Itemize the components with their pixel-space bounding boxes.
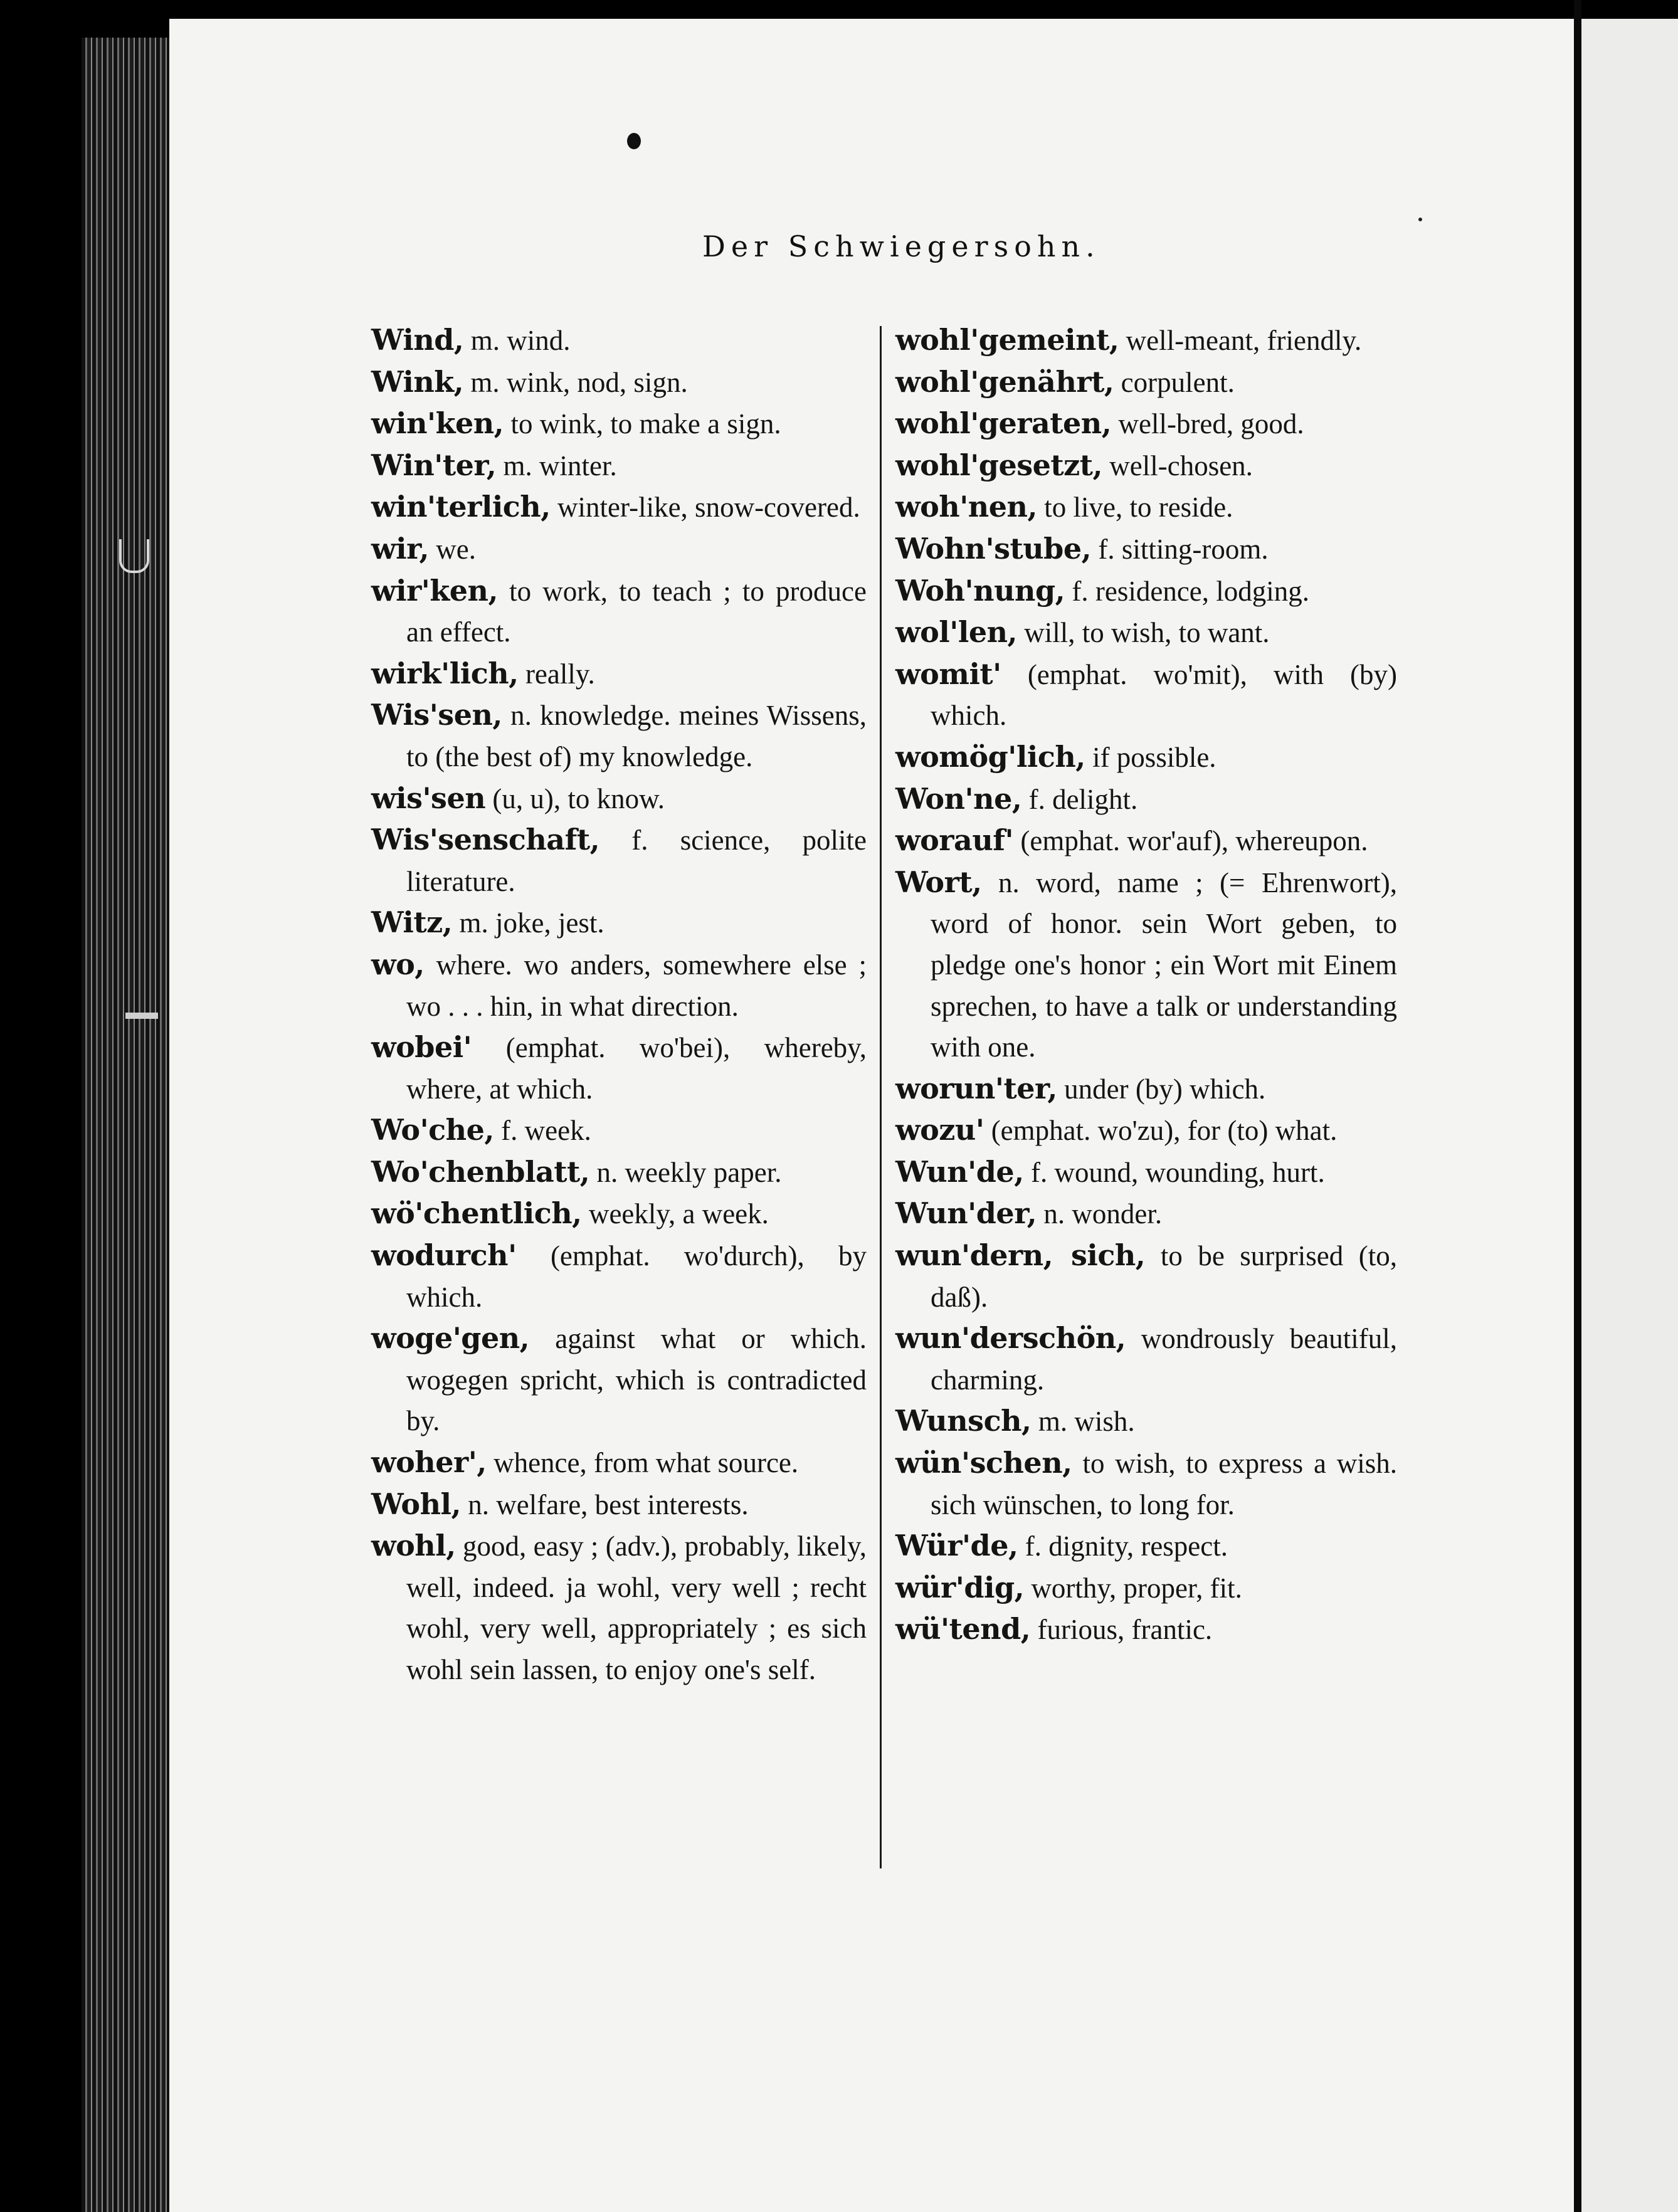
entry-definition: winter-like, snow-covered. bbox=[550, 492, 860, 524]
dictionary-entry bbox=[371, 1235, 867, 1318]
entry-headword: Wun'der, bbox=[895, 1196, 1037, 1231]
dictionary-entry bbox=[895, 737, 1397, 779]
entry-definition: whence, from what source. bbox=[486, 1447, 799, 1479]
ink-dot bbox=[627, 133, 641, 149]
entry-headword: wis'sen bbox=[371, 781, 486, 815]
entry-definition: n. knowledge. meines Wissens, to (the best of) my knowledge. bbox=[406, 700, 867, 772]
entry-headword: wohl'gemeint, bbox=[895, 323, 1119, 357]
dictionary-entry bbox=[371, 571, 867, 653]
dictionary-entry bbox=[371, 529, 867, 571]
entry-headword: womit' bbox=[895, 656, 1001, 691]
entry-headword: Wis'senschaft, bbox=[371, 823, 600, 857]
entry-headword: wol'len, bbox=[895, 615, 1018, 650]
dictionary-entry bbox=[895, 487, 1397, 529]
entry-definition: to live, to reside. bbox=[1037, 492, 1233, 524]
entry-definition: weekly, a week. bbox=[581, 1198, 769, 1230]
entry-definition: furious, frantic. bbox=[1030, 1614, 1213, 1646]
entry-definition: n. weekly paper. bbox=[589, 1156, 782, 1188]
entry-definition: will, to wish, to want. bbox=[1017, 617, 1270, 649]
entry-definition: f. delight. bbox=[1021, 783, 1138, 815]
entry-headword: worauf' bbox=[895, 823, 1014, 858]
dictionary-entry bbox=[371, 1484, 867, 1526]
entry-headword: Witz, bbox=[371, 905, 453, 940]
entry-headword: Wind, bbox=[371, 323, 464, 357]
dictionary-entry bbox=[895, 1318, 1397, 1401]
dictionary-entry bbox=[895, 362, 1397, 404]
entry-definition: to wink, to make a sign. bbox=[504, 408, 781, 440]
dictionary-entry bbox=[895, 1235, 1397, 1318]
book-page-edges bbox=[82, 38, 169, 2212]
entry-headword: Wun'de, bbox=[895, 1154, 1024, 1189]
entry-headword: Wort, bbox=[895, 865, 982, 899]
dictionary-entry bbox=[371, 819, 867, 902]
entry-definition: if possible. bbox=[1085, 741, 1216, 773]
entry-headword: wozu' bbox=[895, 1113, 984, 1147]
entry-definition: (u, u), to know. bbox=[485, 782, 665, 814]
dictionary-entry bbox=[895, 403, 1397, 445]
entry-headword: wodurch' bbox=[371, 1238, 517, 1273]
entry-definition: well-bred, good. bbox=[1111, 408, 1304, 440]
margin-mark bbox=[119, 539, 149, 573]
entry-definition: corpulent. bbox=[1114, 366, 1235, 398]
entry-definition: where. wo anders, somewhere else ; wo . . . hin, in what direction. bbox=[406, 949, 867, 1022]
entry-headword: Wis'sen, bbox=[371, 698, 502, 732]
entry-definition: (emphat. wor'auf), whereupon. bbox=[1013, 825, 1368, 857]
dictionary-entry bbox=[895, 654, 1397, 737]
entry-headword: Won'ne, bbox=[895, 781, 1022, 816]
entry-headword: Wunsch, bbox=[895, 1404, 1032, 1438]
entry-definition: m. winter. bbox=[496, 450, 617, 482]
entry-headword: wo, bbox=[371, 947, 425, 981]
entry-definition: against what or which. wogegen spricht, which is contradicted by. bbox=[406, 1323, 867, 1437]
dictionary-entry bbox=[895, 1152, 1397, 1194]
ink-speck bbox=[1418, 218, 1422, 221]
entry-headword: wun'dern, sich, bbox=[895, 1238, 1146, 1273]
entry-definition: m. wink, nod, sign. bbox=[463, 366, 688, 398]
entry-definition: m. joke, jest. bbox=[452, 907, 604, 939]
dictionary-entry bbox=[895, 1401, 1397, 1443]
entry-definition: (emphat. wo'mit), with (by) which. bbox=[931, 658, 1397, 732]
dictionary-entry bbox=[371, 403, 867, 445]
entry-headword: win'terlich, bbox=[371, 490, 551, 524]
dictionary-entry bbox=[371, 445, 867, 487]
dictionary-entry bbox=[895, 1525, 1397, 1567]
entry-definition: good, easy ; (adv.), probably, likely, well, indeed. ja wohl, very well ; recht wohl, very well, appropriately ; es sich wohl sein lassen, to enjoy one's self. bbox=[406, 1530, 867, 1685]
entry-definition: n. wonder. bbox=[1037, 1198, 1163, 1230]
entry-headword: wohl'genährt, bbox=[895, 364, 1114, 399]
entry-headword: woh'nen, bbox=[895, 490, 1037, 524]
entry-headword: Win'ter, bbox=[371, 448, 497, 482]
entry-headword: womög'lich, bbox=[895, 739, 1085, 774]
dictionary-entry bbox=[371, 1442, 867, 1484]
entry-headword: worun'ter, bbox=[895, 1071, 1057, 1105]
entry-headword: wun'derschön, bbox=[895, 1321, 1126, 1356]
dictionary-entry bbox=[371, 1027, 867, 1110]
entry-definition: under (by) which. bbox=[1057, 1073, 1266, 1105]
entry-definition: n. welfare, best interests. bbox=[461, 1488, 749, 1520]
dictionary-entry bbox=[895, 1609, 1397, 1651]
entry-headword: wür'dig, bbox=[895, 1570, 1025, 1604]
entry-definition: to work, to teach ; to produce an effect. bbox=[406, 575, 867, 648]
entry-definition: (emphat. wo'zu), for (to) what. bbox=[984, 1115, 1338, 1147]
entry-definition: m. wind. bbox=[463, 325, 571, 356]
entry-definition: (emphat. wo'durch), by which. bbox=[406, 1240, 867, 1313]
entry-headword: win'ken, bbox=[371, 406, 504, 441]
column-divider bbox=[880, 326, 882, 1868]
dictionary-entry bbox=[371, 320, 867, 362]
entry-headword: wir, bbox=[371, 531, 429, 566]
dictionary-entry bbox=[371, 653, 867, 695]
dictionary-entry bbox=[895, 862, 1397, 1068]
dictionary-entry bbox=[895, 1443, 1397, 1525]
entry-headword: wir'ken, bbox=[371, 573, 498, 608]
dictionary-entry bbox=[371, 1525, 867, 1690]
entry-headword: Woh'nung, bbox=[895, 573, 1065, 608]
entry-definition: to be surprised (to, daß). bbox=[931, 1240, 1397, 1313]
dictionary-entry bbox=[371, 487, 867, 529]
entry-definition: f. sitting-room. bbox=[1091, 533, 1269, 565]
dictionary-entry bbox=[895, 529, 1397, 571]
dictionary-entry bbox=[895, 1110, 1397, 1152]
gutter-shadow bbox=[1574, 0, 1581, 2212]
left-column bbox=[371, 320, 867, 1691]
entry-headword: Wohn'stube, bbox=[895, 531, 1092, 566]
entry-definition: well-chosen. bbox=[1102, 450, 1253, 482]
entry-headword: Wo'che, bbox=[371, 1113, 494, 1147]
entry-headword: woge'gen, bbox=[371, 1321, 530, 1356]
entry-definition: we. bbox=[428, 533, 476, 565]
entry-definition: to wish, to express a wish. sich wünschen, to long for. bbox=[931, 1448, 1397, 1520]
entry-definition: (emphat. wo'bei), whereby, where, at which. bbox=[406, 1032, 867, 1105]
dictionary-entry bbox=[895, 1193, 1397, 1235]
entry-headword: wü'tend, bbox=[895, 1612, 1031, 1646]
entry-headword: wobei' bbox=[371, 1030, 472, 1065]
entry-definition: f. week. bbox=[493, 1115, 591, 1147]
dictionary-entry bbox=[371, 944, 867, 1027]
entry-definition: well-meant, friendly. bbox=[1119, 325, 1362, 356]
dictionary-entry bbox=[371, 695, 867, 777]
entry-headword: Wohl, bbox=[371, 1487, 462, 1521]
entry-headword: wohl'gesetzt, bbox=[895, 448, 1103, 482]
entry-definition: m. wish. bbox=[1031, 1406, 1135, 1438]
entry-definition: worthy, proper, fit. bbox=[1024, 1572, 1242, 1604]
dictionary-entry bbox=[371, 1152, 867, 1194]
dictionary-entry bbox=[895, 1567, 1397, 1609]
entry-headword: wohl, bbox=[371, 1529, 456, 1563]
entry-headword: Wür'de, bbox=[895, 1529, 1018, 1563]
entry-definition: n. word, name ; (= Ehrenwort), word of honor. sein Wort geben, to pledge one's honor ; ein Wort mit Einem sprechen, to have a talk or understanding with one. bbox=[931, 866, 1397, 1063]
dictionary-entry bbox=[895, 1068, 1397, 1110]
entry-definition: really. bbox=[518, 658, 595, 690]
entry-definition: wondrously beautiful, charming. bbox=[931, 1323, 1397, 1396]
margin-mark bbox=[125, 1013, 158, 1019]
entry-headword: Wo'chenblatt, bbox=[371, 1154, 590, 1189]
entry-headword: wün'schen, bbox=[895, 1446, 1072, 1480]
entry-headword: wirk'lich, bbox=[371, 656, 519, 690]
entry-definition: f. wound, wounding, hurt. bbox=[1023, 1156, 1325, 1188]
dictionary-entry bbox=[371, 1110, 867, 1152]
right-column bbox=[895, 320, 1397, 1651]
dictionary-entry bbox=[895, 612, 1397, 654]
dictionary-entry bbox=[371, 902, 867, 944]
dictionary-entry bbox=[895, 779, 1397, 821]
entry-definition: f. residence, lodging. bbox=[1065, 575, 1310, 607]
dictionary-entry bbox=[895, 571, 1397, 613]
dictionary-entry bbox=[371, 1193, 867, 1235]
running-head: Der Schwiegersohn. bbox=[702, 229, 1100, 263]
dictionary-entry bbox=[895, 445, 1397, 487]
dictionary-entry bbox=[371, 1318, 867, 1442]
dictionary-entry bbox=[371, 778, 867, 820]
entry-definition: f. dignity, respect. bbox=[1018, 1530, 1228, 1562]
entry-definition: f. science, polite literature. bbox=[406, 824, 867, 897]
entry-headword: Wink, bbox=[371, 364, 464, 399]
dictionary-entry bbox=[371, 362, 867, 404]
entry-headword: wohl'geraten, bbox=[895, 406, 1112, 441]
facing-page-edge bbox=[1581, 19, 1678, 2212]
dictionary-entry bbox=[895, 820, 1397, 862]
entry-headword: woher', bbox=[371, 1445, 487, 1480]
entry-headword: wö'chentlich, bbox=[371, 1196, 582, 1231]
dictionary-entry bbox=[895, 320, 1397, 362]
